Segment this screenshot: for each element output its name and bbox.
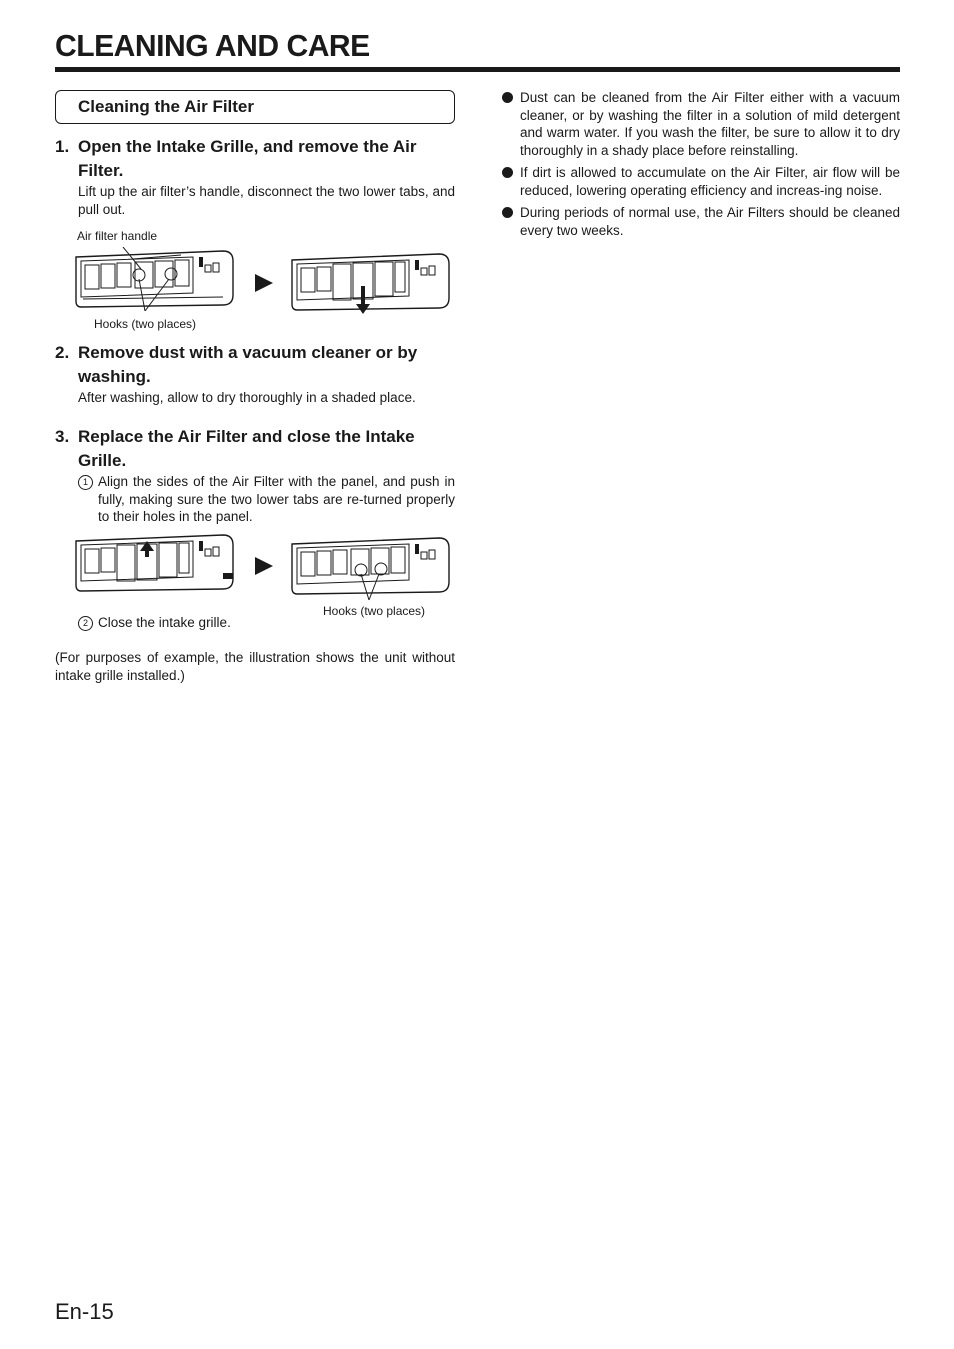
hooks-label-2: Hooks (two places) xyxy=(323,604,426,618)
circled-number-2: 2 xyxy=(78,616,93,631)
air-filter-handle-label: Air filter handle xyxy=(77,229,158,243)
bullet-icon xyxy=(502,207,513,218)
bullet-text: Dust can be cleaned from the Air Filter either with a vacuum cleaner, or by washing the filter in a solution of mild detergent and warm water. If you wash the filter, be sure to allow it to dry thoroughly in a shady place before reinstalling. xyxy=(520,90,900,158)
step-1-number: 1. xyxy=(55,137,70,156)
ac-unit-illustration-2b xyxy=(289,534,452,602)
page-number: En-15 xyxy=(55,1299,114,1324)
bullet-icon xyxy=(502,167,513,178)
bullet-icon xyxy=(502,92,513,103)
illustration-note: (For purposes of example, the illustration shows the unit without intake grille installed.) xyxy=(55,650,455,683)
arrow-right-icon xyxy=(255,557,273,575)
step-2-title: Remove dust with a vacuum cleaner or by washing. xyxy=(78,343,418,386)
title-rule xyxy=(55,67,900,72)
step-3-number: 3. xyxy=(55,427,70,446)
step-2 xyxy=(55,341,455,407)
step-3-sub-2-text: Close the intake grille. xyxy=(98,615,231,630)
step-2-number: 2. xyxy=(55,343,70,362)
step-1 xyxy=(55,135,455,218)
ac-unit-illustration-1a xyxy=(73,247,236,311)
hooks-label-1: Hooks (two places) xyxy=(94,317,197,331)
bullet-item xyxy=(500,89,900,159)
circled-number-1: 1 xyxy=(78,475,93,490)
step-3-sub-1 xyxy=(78,473,455,526)
section-title: Cleaning the Air Filter xyxy=(55,90,455,124)
step-2-body: After washing, allow to dry thoroughly in a shaded place. xyxy=(78,390,416,405)
ac-unit-illustration-1b xyxy=(289,250,452,318)
bullet-item xyxy=(500,164,900,199)
right-column xyxy=(500,89,900,244)
arrow-right-icon xyxy=(255,274,273,292)
bullet-item xyxy=(500,204,900,239)
step-3 xyxy=(55,425,455,526)
step-3-title: Replace the Air Filter and close the Intake Grille. xyxy=(78,427,415,470)
bullet-text: During periods of normal use, the Air Filters should be cleaned every two weeks. xyxy=(520,205,900,238)
page-title: CLEANING AND CARE xyxy=(55,28,370,63)
left-column xyxy=(55,90,455,683)
bullet-text: If dirt is allowed to accumulate on the Air Filter, air flow will be reduced, lowering operating efficiency and increas-ing noise. xyxy=(520,165,900,198)
ac-unit-illustration-2a xyxy=(73,531,236,599)
step-1-title: Open the Intake Grille, and remove the Air Filter. xyxy=(78,137,417,180)
step-3-sub-2 xyxy=(78,614,231,632)
step-3-sub-1-text: Align the sides of the Air Filter with the panel, and push in fully, making sure the two lower tabs are re-turned properly to their holes in the panel. xyxy=(98,474,455,524)
step-1-body: Lift up the air filter’s handle, disconnect the two lower tabs, and pull out. xyxy=(78,184,455,217)
